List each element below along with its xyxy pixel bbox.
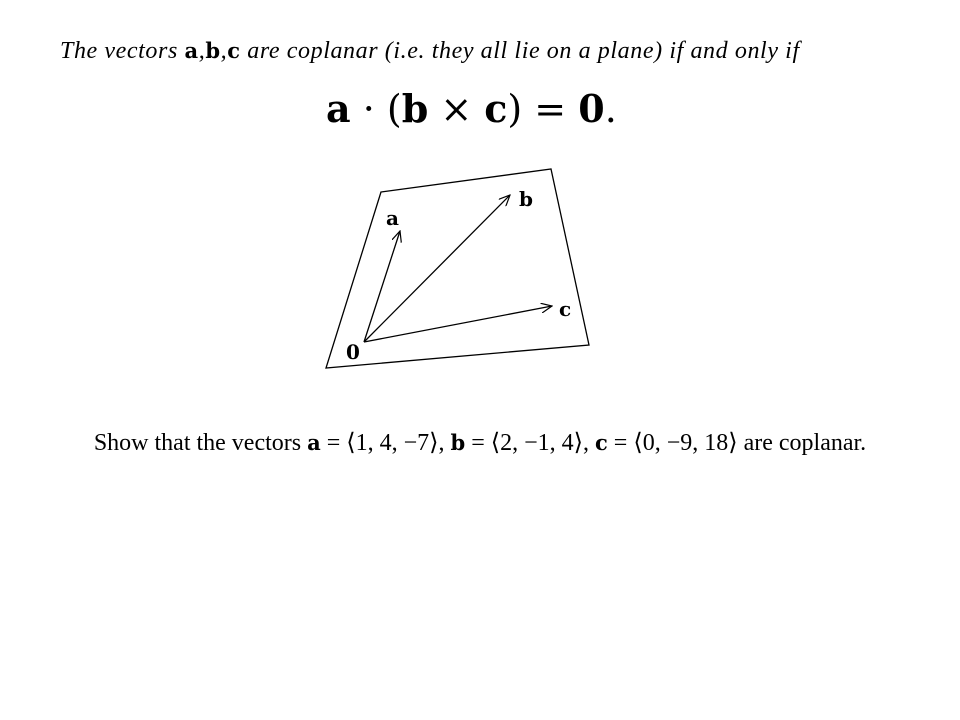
vector-b-symbol: b [205, 38, 221, 63]
vector-a-arrow [364, 231, 400, 342]
problem-part: = ⟨0, −9, 18⟩ are coplanar. [607, 430, 867, 456]
problem-a: a [307, 430, 321, 455]
formula-period: . [604, 87, 617, 131]
intro-part: The vectors [60, 38, 185, 64]
vector-a-symbol: a [184, 38, 199, 63]
formula-b: b [401, 86, 429, 131]
label-c: c [559, 297, 572, 321]
problem-part: = ⟨1, 4, −7⟩, [320, 430, 451, 456]
label-a: a [386, 206, 399, 230]
formula-cross: × [428, 87, 485, 131]
problem-c: c [595, 430, 608, 455]
vector-c-symbol: c [227, 38, 241, 63]
intro-part: are coplanar (i.e. they all lie on a plane) if and only if [240, 38, 800, 64]
formula-a: a [326, 86, 351, 131]
problem-part: = ⟨2, −1, 4⟩, [465, 430, 595, 456]
problem-part: Show that the vectors [93, 430, 308, 456]
intro-comma: , [198, 38, 206, 64]
formula-dot: · ( [350, 87, 402, 131]
formula-zero: 0 [578, 86, 605, 131]
vector-c-arrow [364, 306, 552, 342]
problem-statement [8, 426, 952, 460]
formula-c: c [484, 86, 508, 131]
label-b: b [519, 187, 533, 211]
label-origin: 0 [346, 340, 360, 364]
formula-equals: ) = [507, 87, 579, 131]
problem-b: b [450, 430, 466, 455]
intro-comma: , [220, 38, 228, 64]
